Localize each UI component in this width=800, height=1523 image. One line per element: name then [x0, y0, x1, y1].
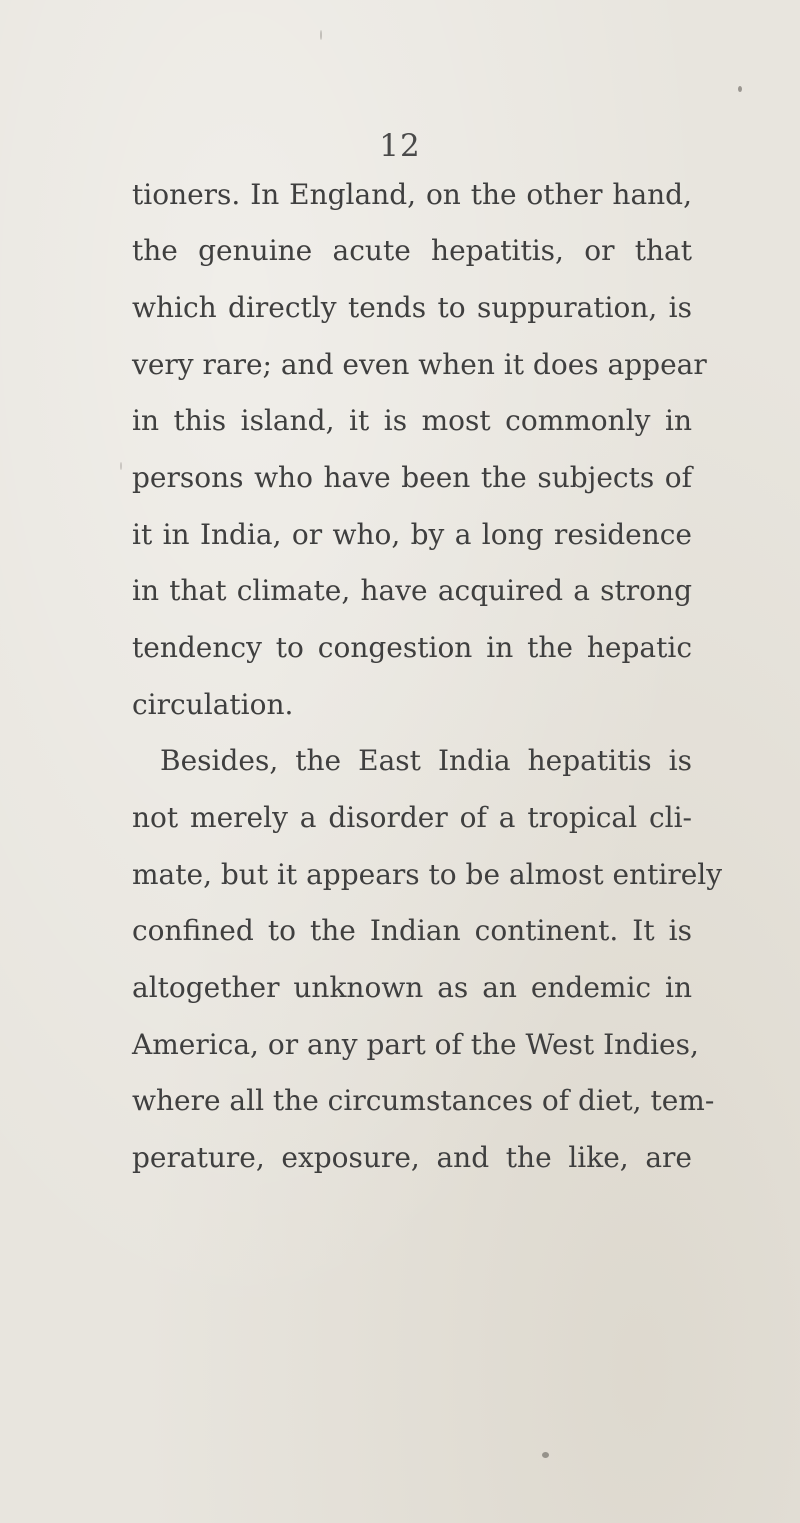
text-line-5: in this island, it is most commonly in	[132, 404, 692, 437]
text-line-18: perature, exposure, and the like, are	[132, 1141, 692, 1174]
text-line-10: circulation.	[132, 688, 294, 721]
text-line-12: not merely a disorder of a tropical cli-	[132, 801, 692, 834]
text-line-17: where all the circumstances of diet, tem-	[132, 1084, 715, 1117]
text-line-7: it in India, or who, by a long residence	[132, 518, 692, 551]
text-line-16: America, or any part of the West Indies,	[132, 1028, 699, 1061]
text-line-3: which directly tends to suppuration, is	[132, 291, 692, 324]
text-line-11: Besides, the East India hepatitis is	[160, 744, 692, 777]
paper-speck	[542, 1452, 549, 1458]
text-line-4: very rare; and even when it does appear	[132, 348, 707, 381]
paper-speck	[738, 86, 742, 92]
page-number: 12	[379, 128, 421, 164]
text-line-15: altogether unknown as an endemic in	[132, 971, 692, 1004]
paper-speck	[120, 462, 122, 470]
text-line-2: the genuine acute hepatitis, or that	[132, 234, 692, 267]
text-line-8: in that climate, have acquired a strong	[132, 574, 692, 607]
paper-speck	[320, 30, 322, 40]
text-line-1: tioners. In England, on the other hand,	[132, 178, 692, 211]
text-line-6: persons who have been the subjects of	[132, 461, 692, 494]
text-line-14: confined to the Indian continent. It is	[132, 914, 692, 947]
text-line-9: tendency to congestion in the hepatic	[132, 631, 692, 664]
text-line-13: mate, but it appears to be almost entirely	[132, 858, 723, 891]
